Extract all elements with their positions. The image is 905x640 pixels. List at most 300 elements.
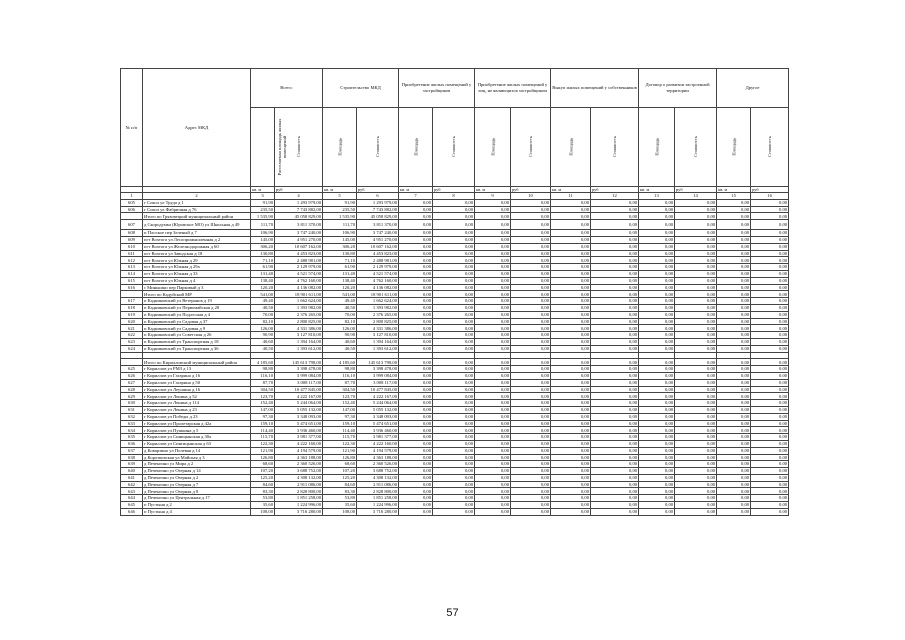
value-cell: 0,00 [751,372,789,379]
value-cell: 0,00 [551,434,591,441]
value-cell: 0,00 [475,264,511,271]
value-cell: 0,00 [751,434,789,441]
value-cell: 0,00 [511,400,551,407]
value-cell: 0,00 [511,420,551,427]
header-subcolumn-label: Площадь [489,138,495,156]
value-cell: 0,00 [591,338,639,345]
row-number-cell: 608 [121,230,143,237]
address-cell: г Кириллов ул Гагарина д 16 [143,372,251,379]
address-cell: д Скородумка (Юровское МО) ул Школьная д 49 [143,220,251,230]
value-cell: 0,00 [511,447,551,454]
value-cell: 0,00 [639,304,675,311]
value-cell: 0,00 [675,447,717,454]
value-cell: 0,00 [399,199,433,206]
value-cell: 0,00 [433,243,475,250]
value-cell: 3 999 084,00 [357,372,399,379]
value-cell: 126,80 [251,454,275,461]
value-cell: 0,00 [639,372,675,379]
value-cell: 3 127 810,00 [357,332,399,339]
value-cell: 0,00 [717,230,751,237]
value-cell: 0,00 [551,298,591,305]
row-number-cell: 635 [121,434,143,441]
row-number-cell [121,291,143,298]
header-subcolumn [323,108,357,187]
value-cell: 0,00 [475,257,511,264]
value-cell: 0,00 [551,318,591,325]
value-cell: 0,00 [591,311,639,318]
value-cell: 3 747 240,00 [275,230,323,237]
value-cell: 0,00 [717,502,751,509]
value-cell: 0,00 [591,213,639,220]
table-row [121,298,789,305]
row-number-cell: 615 [121,277,143,284]
header-subcolumn [433,108,475,187]
address-cell: г Кириллов ул Ленина д 52 [143,393,251,400]
value-cell: 0,00 [751,332,789,339]
value-cell: 0,00 [751,230,789,237]
value-cell [475,352,511,359]
value-cell: 0,00 [433,311,475,318]
value-cell: 0,00 [475,481,511,488]
value-cell: 126,80 [323,454,357,461]
value-cell: 3 811 370,00 [275,220,323,230]
table-row [121,400,789,407]
address-cell: п Пустыня д 2 [143,502,251,509]
table-row [121,372,789,379]
value-cell: 0,00 [511,291,551,298]
value-cell: 0,00 [717,318,751,325]
row-number-cell: 637 [121,447,143,454]
value-cell: 0,00 [433,284,475,291]
value-cell: 0,00 [751,291,789,298]
value-cell [675,352,717,359]
value-cell: 4 951 270,00 [357,237,399,244]
table-row [121,270,789,277]
value-cell: 0,00 [675,237,717,244]
value-cell: 40,60 [251,338,275,345]
value-cell: 0,00 [675,488,717,495]
value-cell: 0,00 [399,298,433,305]
value-cell: 0,00 [399,359,433,366]
value-cell: 0,00 [591,406,639,413]
value-cell: 0,00 [591,393,639,400]
value-cell: 0,00 [717,427,751,434]
value-cell: 0,00 [675,213,717,220]
value-cell: 0,00 [591,284,639,291]
value-cell: 0,00 [475,213,511,220]
header-group: Приобретение жилых помещений у застройщиков [399,69,475,108]
value-cell: 0,00 [399,366,433,373]
value-cell: 0,00 [639,379,675,386]
value-cell: 122,30 [251,440,275,447]
value-cell: 0,00 [717,420,751,427]
value-cell: 0,00 [511,502,551,509]
table-row [121,230,789,237]
value-cell: 0,00 [433,345,475,352]
value-cell: 3 811 370,00 [357,220,399,230]
value-cell: 0,00 [475,427,511,434]
table-row [121,508,789,515]
value-cell: 0,00 [511,338,551,345]
value-cell [357,352,399,359]
address-cell: пгт Вохтога ул Лесопромышленная д 2 [143,237,251,244]
value-cell: 0,00 [433,508,475,515]
value-cell: 120,20 [323,284,357,291]
table-row [121,502,789,509]
subtotal-row [121,213,789,220]
value-cell: 0,00 [399,413,433,420]
value-cell: 0,00 [751,304,789,311]
table-row [121,468,789,475]
value-cell: 0,00 [399,270,433,277]
table-row [121,474,789,481]
value-cell: 0,00 [433,393,475,400]
header-subcolumn-label: Стоимость [374,136,380,158]
value-cell: 0,00 [639,502,675,509]
value-cell: 0,00 [399,454,433,461]
value-cell: 83,30 [251,488,275,495]
value-cell: 0,00 [591,468,639,475]
table-row [121,243,789,250]
value-cell: 3 008 117,00 [357,379,399,386]
value-cell: 0,00 [551,413,591,420]
value-cell: 0,00 [717,400,751,407]
value-cell: 3 716 280,00 [357,508,399,515]
value-cell [399,352,433,359]
value-cell: 0,00 [751,284,789,291]
value-cell: 0,00 [717,284,751,291]
value-cell: 0,00 [751,474,789,481]
value-cell: 0,00 [511,468,551,475]
value-cell: 4 308 132,00 [357,474,399,481]
value-cell: 0,00 [717,488,751,495]
value-cell: 0,00 [591,488,639,495]
value-cell: 2 800 825,00 [275,318,323,325]
value-cell: 0,00 [511,199,551,206]
value-cell: 3 936 460,00 [357,427,399,434]
value-cell: 0,00 [591,270,639,277]
value-cell: 0,00 [639,250,675,257]
value-cell: 49,40 [323,298,357,305]
value-cell: 0,00 [433,332,475,339]
value-cell: 71,10 [251,257,275,264]
value-cell: 0,00 [433,366,475,373]
value-cell: 2 828 800,00 [275,488,323,495]
value-cell: 0,00 [751,468,789,475]
value-cell: 0,00 [591,400,639,407]
address-cell: д Коротковская ул Майская д 3 [143,454,251,461]
value-cell: 0,00 [591,420,639,427]
value-cell: 98,80 [251,366,275,373]
value-cell: 0,00 [433,372,475,379]
value-cell: 0,00 [511,220,551,230]
value-cell: 91,90 [251,199,275,206]
value-cell: 0,00 [433,318,475,325]
address-cell: г Кириллов ул Пролетарская д 42а [143,420,251,427]
value-cell: 3 127 810,00 [275,332,323,339]
value-cell: 0,00 [675,468,717,475]
value-cell: 0,00 [551,393,591,400]
value-cell: 0,00 [399,338,433,345]
value-cell: 0,00 [551,345,591,352]
value-cell: 145 613 798,00 [275,359,323,366]
value-cell: 0,00 [399,332,433,339]
value-cell: 0,00 [433,270,475,277]
value-cell: 0,00 [751,277,789,284]
value-cell: 0,00 [433,277,475,284]
value-cell: 0,00 [675,508,717,515]
address-cell: п Кадниковский ул Подлесная д 4 [143,311,251,318]
value-cell: 159,10 [323,420,357,427]
value-cell: 0,00 [639,284,675,291]
value-cell: 0,00 [399,427,433,434]
value-cell: 0,00 [591,325,639,332]
table-body [121,199,789,515]
value-cell: 4 222 167,00 [357,393,399,400]
value-cell: 0,00 [717,298,751,305]
value-cell: 147,00 [251,406,275,413]
value-cell: 0,00 [751,220,789,230]
value-cell: 0,00 [591,199,639,206]
value-cell: 0,00 [475,332,511,339]
value-cell: 131,40 [251,270,275,277]
address-cell: п Кадниковский ул Транспортная д 36 [143,345,251,352]
value-cell: 0,00 [675,461,717,468]
value-cell: 71,10 [323,257,357,264]
header-subcolumn-label: Площадь [336,138,342,156]
row-number-cell: 618 [121,304,143,311]
value-cell: 97,30 [251,413,275,420]
row-number-cell: 630 [121,400,143,407]
value-cell: 107,20 [323,468,357,475]
value-cell: 0,00 [433,502,475,509]
value-cell: 0,00 [751,250,789,257]
value-cell: 0,00 [717,393,751,400]
value-cell: 0,00 [399,481,433,488]
value-cell: 87,70 [251,379,275,386]
value-cell: 0,00 [639,345,675,352]
value-cell: 126,00 [251,325,275,332]
value-cell: 0,00 [751,257,789,264]
table-row [121,257,789,264]
value-cell: 304,50 [251,386,275,393]
table-row [121,311,789,318]
value-cell: 0,00 [675,250,717,257]
value-cell: 0,00 [399,277,433,284]
value-cell: 0,00 [511,366,551,373]
value-cell: 0,00 [475,508,511,515]
value-cell: 0,00 [433,264,475,271]
address-cell: Итого по Кирилловский муниципальный район [143,359,251,366]
value-cell: 61,90 [251,264,275,271]
value-cell: 304,50 [323,386,357,393]
value-cell: 40,50 [323,345,357,352]
value-cell: 0,00 [591,495,639,502]
value-cell: 0,00 [639,338,675,345]
value-cell: 91,90 [323,199,357,206]
value-cell: 0,00 [399,474,433,481]
value-cell: 0,00 [475,318,511,325]
value-cell: 152,40 [251,400,275,407]
value-cell: 0,00 [751,502,789,509]
table-row [121,434,789,441]
value-cell: 0,00 [433,468,475,475]
header-group: Всего: [251,69,323,108]
value-cell: 159,10 [251,420,275,427]
value-cell: 0,00 [433,474,475,481]
value-cell: 0,00 [717,243,751,250]
address-cell: г Кириллов ул Ленина д 114 [143,400,251,407]
value-cell: 0,00 [475,284,511,291]
value-cell: 1 662 624,00 [275,298,323,305]
column-number-cell: 9 [475,193,511,199]
table-row [121,461,789,468]
value-cell: 3 008 117,00 [275,379,323,386]
value-cell: 0,00 [433,359,475,366]
address-cell: д Печенгино ул Мира д 2 [143,461,251,468]
value-cell: 0,00 [433,481,475,488]
value-cell: 0,00 [551,257,591,264]
header-subcolumn-label: Стоимость [766,136,772,158]
value-cell: 0,00 [717,366,751,373]
value-cell: 0,00 [591,345,639,352]
table-row [121,199,789,206]
value-cell: 0,00 [717,332,751,339]
value-cell: 0,00 [751,379,789,386]
value-cell: 0,00 [551,488,591,495]
value-cell: 0,00 [591,427,639,434]
value-cell: 0,00 [639,495,675,502]
value-cell: 2 911 086,00 [275,481,323,488]
value-cell: 0,00 [475,400,511,407]
value-cell: 0,00 [511,206,551,213]
value-cell: 0,00 [511,427,551,434]
value-cell: 0,00 [717,413,751,420]
address-cell: г Сокол ул Фабричная д 76 [143,206,251,213]
value-cell: 0,00 [475,325,511,332]
value-cell: 0,00 [717,220,751,230]
row-number-cell: 632 [121,413,143,420]
value-cell: 0,00 [675,338,717,345]
header-group: Строительство МКД [323,69,399,108]
value-cell: 0,00 [751,325,789,332]
value-cell: 114,40 [323,427,357,434]
row-number-cell: 622 [121,332,143,339]
value-cell: 0,00 [475,461,511,468]
row-number-cell: 628 [121,386,143,393]
value-cell: 4 453 823,00 [357,250,399,257]
value-cell: 18 901 611,00 [357,291,399,298]
value-cell: 0,00 [433,206,475,213]
value-cell: 306,20 [251,243,275,250]
value-cell: 0,00 [551,372,591,379]
value-cell: 0,00 [751,366,789,373]
value-cell: 0,00 [591,447,639,454]
value-cell: 97,30 [323,413,357,420]
value-cell: 0,00 [591,298,639,305]
row-number-cell: 646 [121,508,143,515]
value-cell: 70,00 [251,311,275,318]
address-cell: п Кадниковский ул Ветеранов д 19 [143,298,251,305]
value-cell: 0,00 [475,386,511,393]
value-cell: 0,00 [551,495,591,502]
value-cell: 40,50 [251,345,275,352]
value-cell: 145,00 [251,237,275,244]
value-cell: 0,00 [751,264,789,271]
value-cell: 0,00 [433,434,475,441]
value-cell: 0,00 [399,220,433,230]
value-cell: 0,00 [591,257,639,264]
unit-cell: руб [511,187,551,193]
value-cell: 0,00 [475,372,511,379]
table-row [121,277,789,284]
value-cell: 0,00 [475,243,511,250]
address-cell [143,352,251,359]
value-cell: 0,00 [717,461,751,468]
value-cell: 0,00 [717,199,751,206]
value-cell: 0,00 [511,495,551,502]
header-group: Договор о развитии застроенной территории [639,69,717,108]
value-cell: 4 453 823,00 [275,250,323,257]
value-cell [275,352,323,359]
value-cell: 0,00 [511,332,551,339]
value-cell: 0,00 [717,213,751,220]
value-cell: 0,00 [511,270,551,277]
value-cell: 0,00 [675,393,717,400]
value-cell: 0,00 [475,440,511,447]
table-row [121,495,789,502]
value-cell: 3 348 093,00 [275,413,323,420]
value-cell: 0,00 [511,481,551,488]
value-cell: 0,00 [717,372,751,379]
row-number-cell: 633 [121,420,143,427]
value-cell: 125,20 [323,474,357,481]
value-cell: 0,00 [639,220,675,230]
value-cell: 0,00 [399,434,433,441]
value-cell: 0,00 [433,298,475,305]
value-cell: 4 136 082,00 [357,284,399,291]
value-cell [511,352,551,359]
value-cell: 0,00 [433,488,475,495]
value-cell: 0,00 [551,250,591,257]
value-cell: 0,00 [511,318,551,325]
value-cell: 40,50 [251,304,275,311]
value-cell: 0,00 [551,325,591,332]
value-cell: 0,00 [717,495,751,502]
address-cell: д Печенгино ул Озерная д 7 [143,481,251,488]
value-cell: 0,00 [751,338,789,345]
value-cell: 0,00 [475,206,511,213]
value-cell: 123,70 [323,393,357,400]
value-cell: 0,00 [399,495,433,502]
table-row [121,338,789,345]
header-subcolumn-label: Расселяемая площадь жилых помещений [277,118,287,176]
value-cell: 0,00 [751,488,789,495]
value-cell: 0,00 [639,298,675,305]
value-cell: 0,00 [717,454,751,461]
column-number-cell: 2 [143,193,251,199]
column-number-cell: 8 [433,193,475,199]
row-number-cell: 616 [121,284,143,291]
address-cell: пгт Вохтога ул Заводская д 18 [143,250,251,257]
unit-cell: руб [275,187,323,193]
value-cell: 120,20 [251,284,275,291]
value-cell: 0,00 [551,508,591,515]
value-cell: 0,00 [751,420,789,427]
value-cell: 3 747 240,00 [357,230,399,237]
row-number-cell: 609 [121,237,143,244]
resettlement-table [120,68,789,516]
